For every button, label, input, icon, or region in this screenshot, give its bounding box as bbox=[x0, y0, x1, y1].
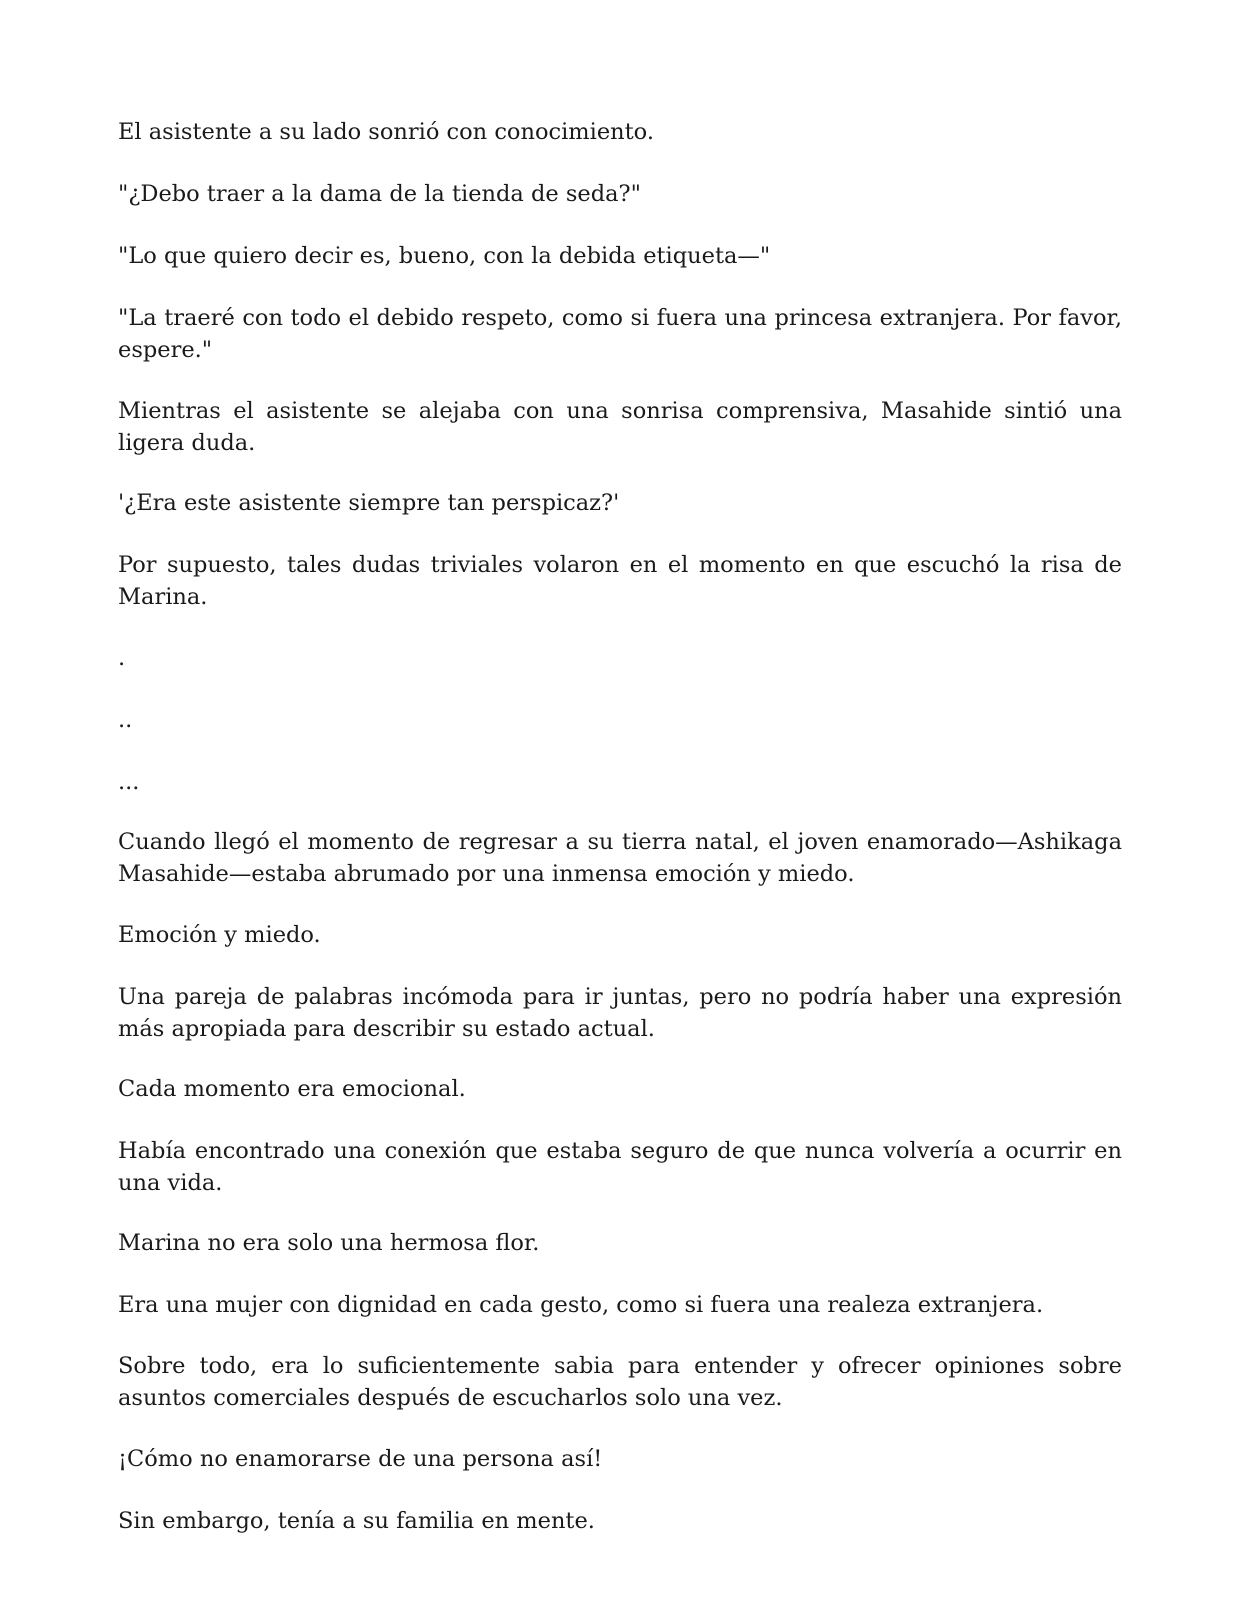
paragraph: ¡Cómo no enamorarse de una persona así! bbox=[118, 1446, 603, 1472]
paragraph: Una pareja de palabras incómoda para ir juntas, pero no podría haber una expresión más apropiada para describir su estado actual. bbox=[118, 984, 1122, 1042]
scene-break-dot: . bbox=[118, 645, 126, 671]
scene-break-dot: ... bbox=[118, 769, 140, 795]
paragraph: Sin embargo, tenía a su familia en mente. bbox=[118, 1508, 595, 1534]
paragraph: "La traeré con todo el debido respeto, como si fuera una princesa extranjera. Por favor, espere." bbox=[118, 305, 1122, 363]
paragraph: El asistente a su lado sonrió con conocimiento. bbox=[118, 119, 654, 145]
paragraph: Marina no era solo una hermosa flor. bbox=[118, 1230, 540, 1256]
paragraph: Había encontrado una conexión que estaba seguro de que nunca volvería a ocurrir en una vida. bbox=[118, 1138, 1122, 1196]
paragraph: Por supuesto, tales dudas triviales volaron en el momento en que escuchó la risa de Marina. bbox=[118, 552, 1122, 610]
paragraph: '¿Era este asistente siempre tan perspicaz?' bbox=[118, 490, 620, 516]
paragraph: Era una mujer con dignidad en cada gesto, como si fuera una realeza extranjera. bbox=[118, 1292, 1044, 1318]
paragraph: "Lo que quiero decir es, bueno, con la debida etiqueta—" bbox=[118, 243, 771, 269]
paragraph: Mientras el asistente se alejaba con una sonrisa comprensiva, Masahide sintió una ligera duda. bbox=[118, 398, 1122, 456]
paragraph: Cuando llegó el momento de regresar a su tierra natal, el joven enamorado—Ashikaga Masahide—estaba abrumado por una inmensa emoción y miedo. bbox=[118, 829, 1122, 887]
paragraph: Sobre todo, era lo suficientemente sabia para entender y ofrecer opiniones sobre asuntos comerciales después de escucharlos solo una vez. bbox=[118, 1353, 1122, 1411]
paragraph: Cada momento era emocional. bbox=[118, 1076, 466, 1102]
paragraph: "¿Debo traer a la dama de la tienda de seda?" bbox=[118, 181, 641, 207]
paragraph: Emoción y miedo. bbox=[118, 922, 321, 948]
scene-break-dot: .. bbox=[118, 707, 133, 733]
